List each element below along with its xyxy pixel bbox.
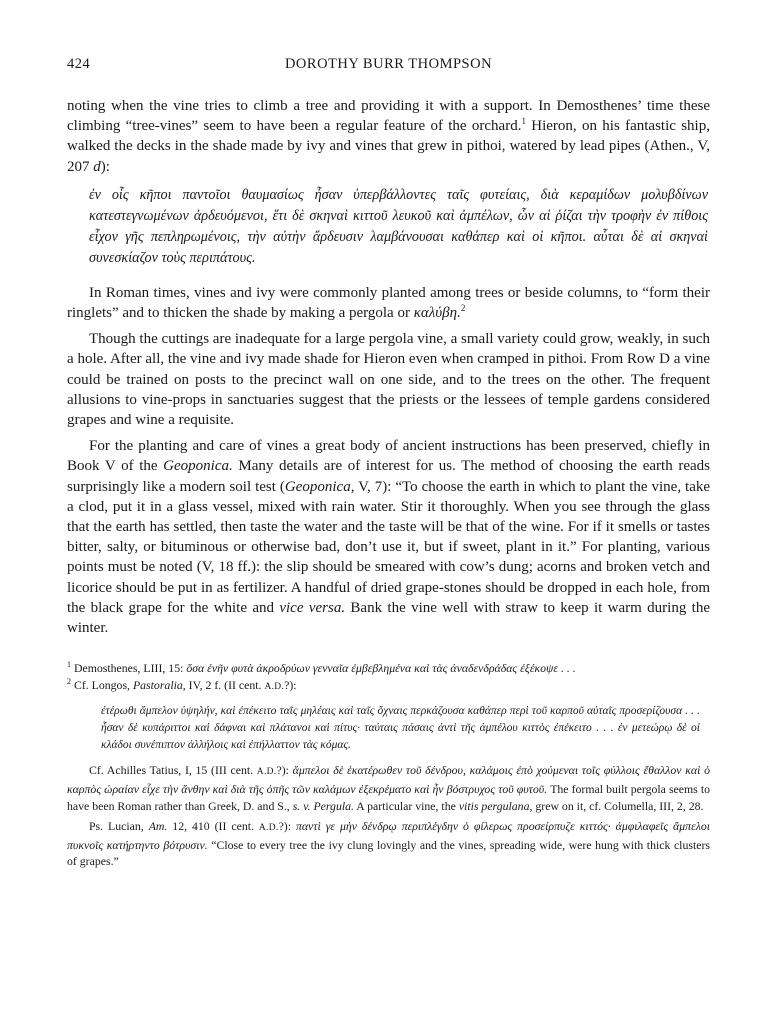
- footnote-ref-2: 2: [460, 303, 466, 314]
- running-head: DOROTHY BURR THOMPSON: [284, 56, 493, 72]
- footnote-2: $^2$ Cf. Longos, Pastoralia, IV, 2 f. (II cent. A.D.?):: [67, 676, 297, 692]
- paragraph-2: In Roman times, vines and ivy were commonly planted among trees or beside columns, to “form their ringlets” and to thicken the shade by making a pergola or καλύβη.$^2$: [67, 284, 710, 322]
- greek-quotation: ἐν οἷς κῆποι παντοῖοι θαυμασίως ἦσαν ὑπερβάλλοντες ταῖς φυτείαις, διὰ κεραμίδων μολυβδίνων κατεστεγνωμένων ἀρδευόμενοι, ἔτι δὲ σκηναὶ κιττοῦ λευκοῦ καὶ ἀμπέλων, ὧν αἱ ῥίζαι τὴν τροφὴν ἐν πίθοις εἶχον γῆς πεπληρωμένοις, τὴν αὐτὴν ἄρδευσιν λαμβάνουσαι καθάπερ καὶ οἱ κῆποι. αὗται δὲ αἱ σκηναὶ συνεσκίαζον τοὺς περιπάτους.: [89, 186, 708, 266]
- paragraph-1: noting when the vine tries to climb a tree and providing it with a support. In Demosthenes’ time these climbing “tree-vines” seem to have been a regular feature of the orchard.$^1$ Hieron, on his fantastic ship, walked the decks in the shade made by ivy and vines that grew in pithoi, watered by lead pipes (Athen., V, 207 d):: [67, 98, 710, 175]
- footnote-1: $^1$ Demosthenes, LIII, 15: ὅσα ἐνῆν φυτὰ ἀκροδρύων γενναῖα ἐμβεβλημένα καὶ τὰς ἀναδενδράδας ἐξέκοψε . . .: [67, 660, 576, 676]
- page: [67, 56, 710, 870]
- footnote-ref-1: 1: [521, 116, 526, 127]
- footnote-lucian: Ps. Lucian, Am. 12, 410 (II cent. A.D.?): παντὶ γε μὴν δένδρῳ περιπλέγδην ὁ φίλερως προσείρπυζε κιττός· ἀμφιλαφεῖς ἄμπελοι πυκνοῖς κατήρτηντο βότρυσιν. “Close to every tree the ivy clung lovingly and the vines, spreading wide, were hung with thick clusters of grapes.”: [67, 819, 710, 869]
- paragraph-4: For the planting and care of vines a great body of ancient instructions has been preserved, chiefly in Book V of the Geoponica. Many details are of interest for us. The method of choosing the earth reads surprisingly like a modern soil test (Geoponica, V, 7): “To choose the earth in which to plant the vine, take a clod, put it in a glass vessel, mixed with rain water. Stir it thoroughly. When you see through the glass that the earth has settled, then taste the water and the taste will be that of the wine. For if it smells or tastes bitter, salty, or bituminous or otherwise bad, don’t use it, but if sweet, plant in it.” For planting, various points must be noted (V, 18 ff.): the slip should be smeared with cow’s dung; acorns and broken vetch and licorice should be put in as fertilizer. A handful of dried grape-stones should be dropped in each hole, from the black grape for the white and vice versa. Bank the vine well with straw to keep it warm during the winter.: [67, 438, 711, 637]
- paragraph-3: Though the cuttings are inadequate for a large pergola vine, a small variety could grow, weakly, in such a hole. After all, the vine and ivy made shade for Hieron even when cramped in pithoi. From Row D a vine could be trained on posts to the precinct wall on one side, and to the trees on the other. The frequent allusions to vine-props in sanctuaries suggest that the priests or the lessees of temple gardens considered grapes and wine a requisite.: [67, 331, 710, 429]
- page-number: 424: [67, 56, 91, 72]
- footnote-achilles: Cf. Achilles Tatius, I, 15 (III cent. A.D.?): ἄμπελοι δὲ ἑκατέρωθεν τοῦ δένδρου, καλάμοις ἐπὸ χούμεναι τοῖς φύλλοις ἔθαλλον καὶ ὁ καρπὸς ὡραίαν εἶχε τὴν ἄνθην καὶ διὰ τῆς ὀπῆς τῶν καλάμων ἐξεκρέματο καὶ ἦν βόστρυχος τοῦ φυτοῦ. The formal built pergola seems to have been Roman rather than Greek, D. and S., s. v. Pergula. A particular vine, the vitis pergulana, grew on it, cf. Columella, III, 2, 28.: [67, 763, 710, 813]
- footnotes: [67, 660, 710, 870]
- body-text: [67, 96, 710, 638]
- page-header: [67, 56, 710, 78]
- footnote-2-greek: ἐτέρωθι ἄμπελον ὑψηλήν, καὶ ἐπέκειτο ταῖς μηλέαις καὶ ταῖς ὄχναις περκάζουσα καθάπερ περὶ τοῦ καρποῦ αὐταῖς προσερίζουσα . . . ἦσαν δὲ κυπάριττοι καὶ δάφναι καὶ πλάτανοι καὶ πίτυς· ταύταις πάσαις ἀντὶ τῆς ἀμπέλου κιττὸς ἐπέκειτο . . . ἐν μετεώρῳ δὲ οἱ κλάδοι συνέπιπτον ἀλλήλοις καὶ ἐπήλλαττον τὰς κόμας.: [101, 705, 700, 752]
